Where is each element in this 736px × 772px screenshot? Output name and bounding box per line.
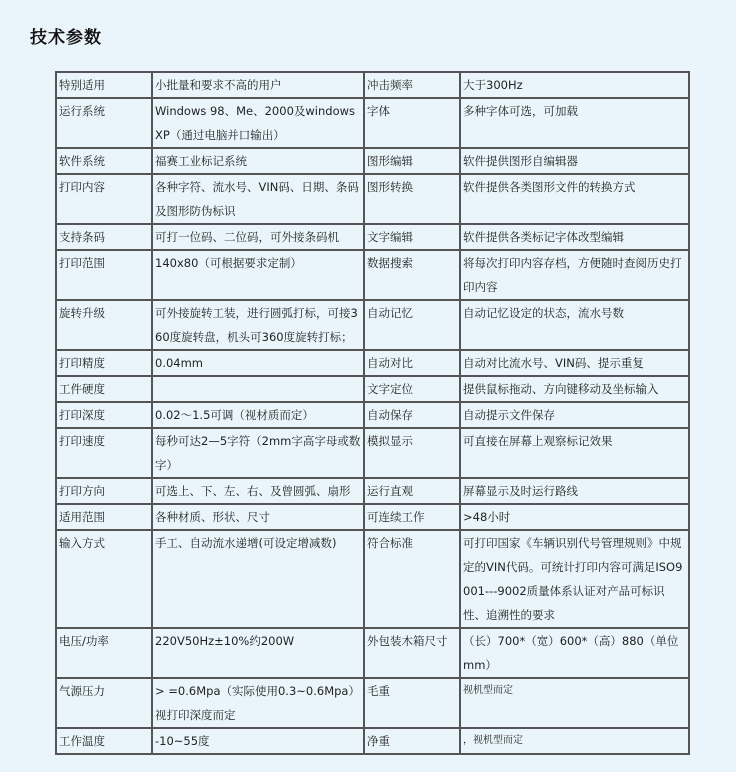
table-row [56, 402, 689, 428]
param-name: 毛重 [364, 678, 460, 728]
table-row [56, 148, 689, 174]
param-name: 打印范围 [56, 250, 152, 300]
spec-table [55, 71, 690, 755]
table-row [56, 628, 689, 678]
param-value: 可外接旋转工装，进行圆弧打标，可接360度旋转盘，机头可360度旋转打标； [152, 300, 364, 350]
param-value: >48小时 [460, 504, 689, 530]
param-value: 140x80（可根据要求定制） [152, 250, 364, 300]
param-value: 各种字符、流水号、VIN码、日期、条码及图形防伪标识 [152, 174, 364, 224]
param-value: 屏幕显示及时运行路线 [460, 478, 689, 504]
table-row [56, 728, 689, 754]
param-name: 适用范围 [56, 504, 152, 530]
param-value: ，视机型而定 [460, 728, 689, 754]
param-name: 工件硬度 [56, 376, 152, 402]
table-row [56, 224, 689, 250]
param-value: 福赛工业标记系统 [152, 148, 364, 174]
param-value: 自动对比流水号、VIN码、提示重复 [460, 350, 689, 376]
param-name: 运行系统 [56, 98, 152, 148]
param-value: 0.04mm [152, 350, 364, 376]
param-name: 打印速度 [56, 428, 152, 478]
param-value: 手工、自动流水递增(可设定增减数) [152, 530, 364, 628]
param-value: 自动记忆设定的状态，流水号数 [460, 300, 689, 350]
param-value: 可选上、下、左、右、及曾圆弧、扇形 [152, 478, 364, 504]
param-value [152, 376, 364, 402]
table-row [56, 678, 689, 728]
param-name: 气源压力 [56, 678, 152, 728]
param-name: 符合标准 [364, 530, 460, 628]
param-name: 字体 [364, 98, 460, 148]
param-value: 视机型而定 [460, 678, 689, 728]
param-name: 数据搜索 [364, 250, 460, 300]
param-value: 每秒可达2—5字符（2mm字高字母或数字） [152, 428, 364, 478]
param-name: 软件系统 [56, 148, 152, 174]
param-name: 外包装木箱尺寸 [364, 628, 460, 678]
param-name: 模拟显示 [364, 428, 460, 478]
param-name: 文字定位 [364, 376, 460, 402]
param-name: 可连续工作 [364, 504, 460, 530]
param-value: 小批量和要求不高的用户 [152, 72, 364, 98]
param-value: -10~55度 [152, 728, 364, 754]
param-name: 自动保存 [364, 402, 460, 428]
param-name: 旋转升级 [56, 300, 152, 350]
param-name: 电压/功率 [56, 628, 152, 678]
table-row [56, 250, 689, 300]
param-name: 自动记忆 [364, 300, 460, 350]
param-value: > =0.6Mpa（实际使用0.3~0.6Mpa）视打印深度而定 [152, 678, 364, 728]
param-value: 可打印国家《车辆识别代号管理规则》中规定的VIN代码。可统计打印内容可满足ISO9001---9002质量体系认证对产品可标识性、追溯性的要求 [460, 530, 689, 628]
param-name: 冲击频率 [364, 72, 460, 98]
param-value: Windows 98、Me、2000及windowsXP（通过电脑并口输出） [152, 98, 364, 148]
param-value: 可直接在屏幕上观察标记效果 [460, 428, 689, 478]
param-name: 净重 [364, 728, 460, 754]
table-row [56, 350, 689, 376]
param-name: 文字编辑 [364, 224, 460, 250]
table-row [56, 478, 689, 504]
param-name: 特别适用 [56, 72, 152, 98]
param-value: 多种字体可选，可加载 [460, 98, 689, 148]
param-value: 大于300Hz [460, 72, 689, 98]
param-name: 输入方式 [56, 530, 152, 628]
param-value: 可打一位码、二位码，可外接条码机 [152, 224, 364, 250]
param-value: 自动提示文件保存 [460, 402, 689, 428]
param-name: 图形编辑 [364, 148, 460, 174]
param-value: 220V50Hz±10%约200W [152, 628, 364, 678]
param-value: 提供鼠标拖动、方向键移动及坐标输入 [460, 376, 689, 402]
param-value: 0.02～1.5可调（视材质而定） [152, 402, 364, 428]
param-value: 软件提供图形自编辑器 [460, 148, 689, 174]
table-row [56, 72, 689, 98]
param-value: 各种材质、形状、尺寸 [152, 504, 364, 530]
param-value: 将每次打印内容存档，方便随时查阅历史打印内容 [460, 250, 689, 300]
table-row [56, 504, 689, 530]
param-name: 自动对比 [364, 350, 460, 376]
param-name: 图形转换 [364, 174, 460, 224]
param-name: 打印方向 [56, 478, 152, 504]
param-value: 软件提供各类标记字体改型编辑 [460, 224, 689, 250]
table-row [56, 300, 689, 350]
param-name: 打印内容 [56, 174, 152, 224]
table-row [56, 428, 689, 478]
param-name: 打印深度 [56, 402, 152, 428]
table-row [56, 376, 689, 402]
param-value: 软件提供各类图形文件的转换方式 [460, 174, 689, 224]
param-name: 工作温度 [56, 728, 152, 754]
table-row [56, 530, 689, 628]
table-row [56, 98, 689, 148]
table-row [56, 174, 689, 224]
param-value: （长）700*（宽）600*（高）880（单位mm） [460, 628, 689, 678]
param-name: 支持条码 [56, 224, 152, 250]
param-name: 打印精度 [56, 350, 152, 376]
page-title: 技术参数 [30, 28, 102, 48]
param-name: 运行直观 [364, 478, 460, 504]
